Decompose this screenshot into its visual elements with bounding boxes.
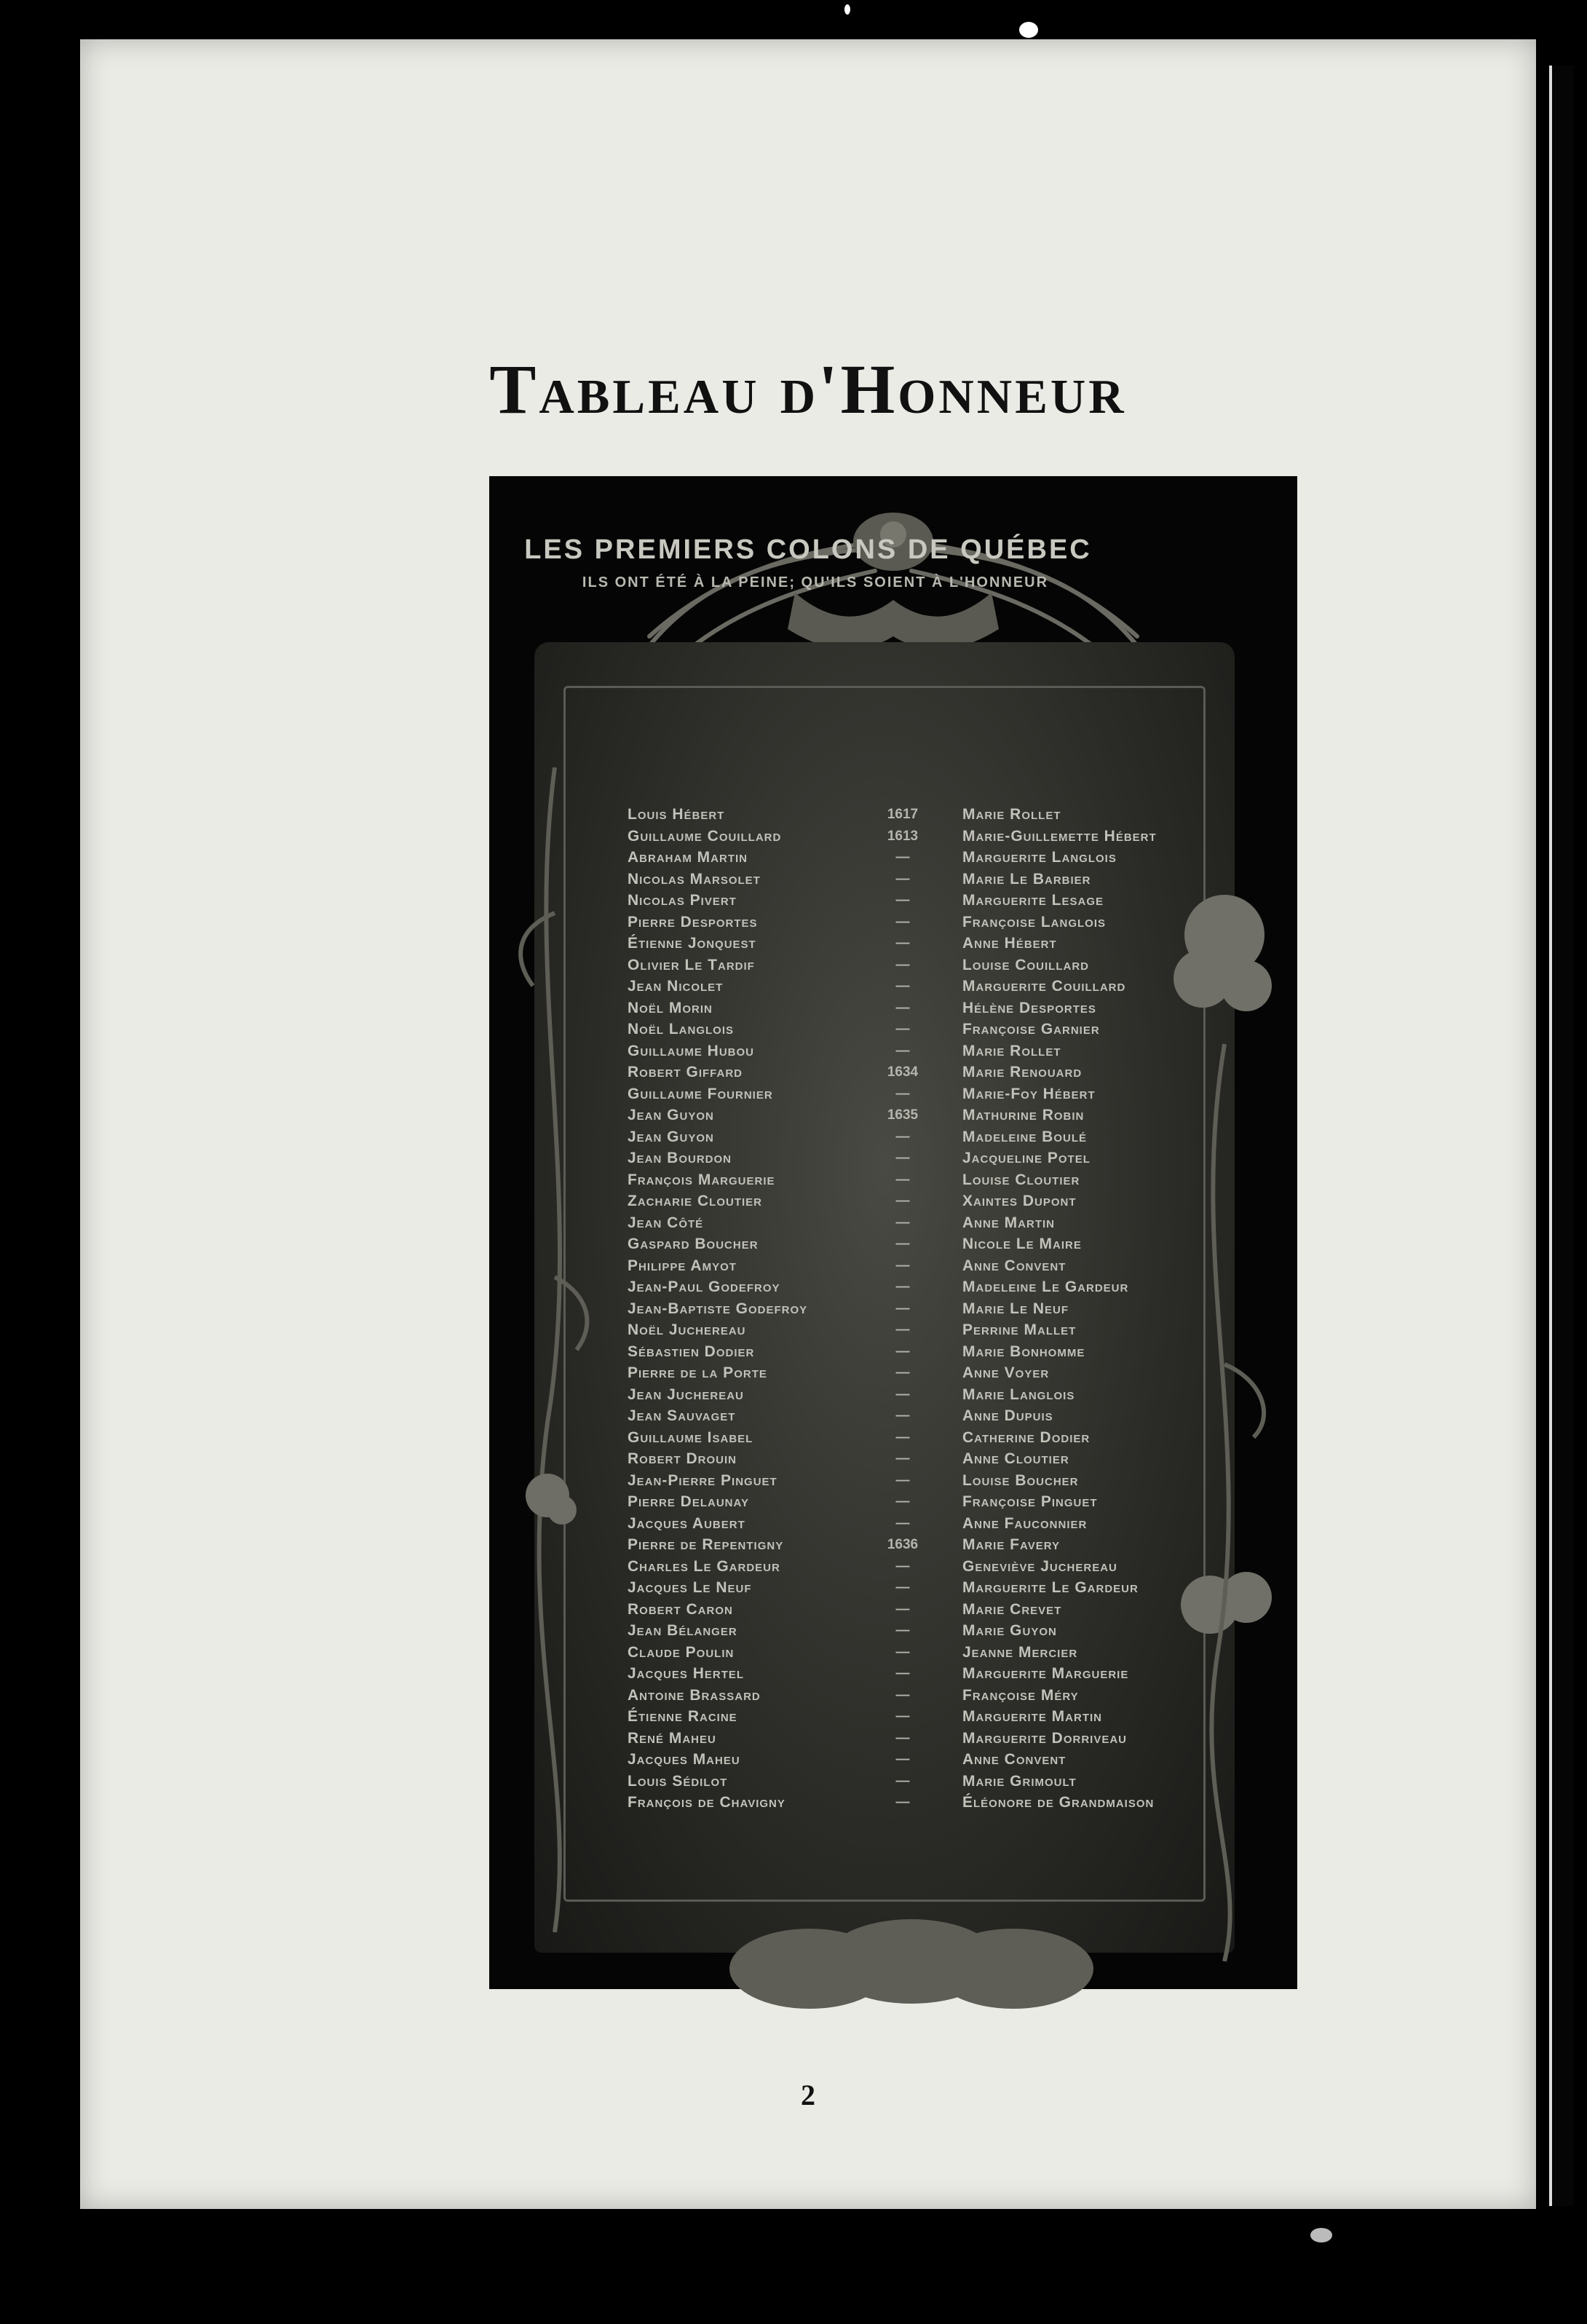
arrival-year: — [895,1386,910,1402]
settler-name: Olivier Le Tardif [628,956,755,973]
settler-name: Louise Boucher [962,1471,1079,1489]
settler-name: Madeleine Boulé [962,1128,1088,1145]
arrival-year: — [895,1494,910,1509]
settler-name: Jeanne Mercier [962,1643,1078,1661]
settler-name: Noël Morin [628,999,713,1016]
arrival-year: — [895,1408,910,1423]
arrival-year: — [895,1601,910,1617]
settler-name: Françoise Méry [962,1686,1079,1704]
settler-name: Catherine Dodier [962,1428,1091,1446]
arrival-year: — [895,1086,910,1102]
arrival-year: — [895,979,910,994]
film-speck [1310,2228,1332,2242]
settler-name: Guillaume Isabel [628,1428,753,1446]
settler-name: Marguerite Martin [962,1708,1102,1725]
arrival-year: — [895,1623,910,1638]
settler-name: Sébastien Dodier [628,1343,755,1360]
settler-name: Marie Le Barbier [962,870,1091,888]
settler-name: Pierre de Repentigny [628,1536,784,1553]
settler-name: Abraham Martin [628,849,748,866]
left-floral-ornament [504,767,606,1932]
arrival-year: — [895,1752,910,1767]
settler-name: Antoine Brassard [628,1686,761,1704]
settler-name: Françoise Garnier [962,1021,1100,1038]
settler-name: Nicolas Marsolet [628,870,761,888]
arrival-year: — [895,1687,910,1703]
settler-name: Marie Langlois [962,1386,1075,1403]
film-speck [844,4,850,15]
settler-name: Jean Juchereau [628,1386,744,1403]
settler-name: Jean-Pierre Pinguet [628,1471,777,1489]
settler-name: Marguerite Le Gardeur [962,1579,1139,1596]
arrival-year: 1613 [887,828,919,844]
settler-name: Robert Caron [628,1600,733,1618]
settler-name: Robert Giffard [628,1064,743,1080]
arrival-year: — [895,1021,910,1037]
arrival-year: — [895,1773,910,1789]
arrival-year: 1634 [887,1064,919,1080]
settler-name: Xaintes Dupont [962,1193,1077,1209]
arrival-year: — [895,1236,910,1252]
settler-name: Claude Poulin [628,1643,735,1661]
arrival-year: — [895,936,910,951]
arrival-year: 1636 [887,1537,919,1552]
arrival-year: 1635 [887,1107,919,1123]
arrival-year: — [895,1343,910,1359]
arrival-year: — [895,1193,910,1209]
settler-name: Guillaume Hubou [628,1042,754,1059]
settler-name: Marguerite Dorriveau [962,1729,1128,1747]
settler-name: Jean Bourdon [628,1150,732,1166]
arrival-year: — [895,1129,910,1145]
settler-name: Étienne Jonquest [628,935,756,952]
settler-name: Charles Le Gardeur [628,1557,780,1575]
settler-name: Françoise Langlois [962,913,1106,930]
settler-name: Madeleine Le Gardeur [962,1278,1129,1295]
settler-name: Marguerite Langlois [962,849,1117,866]
settler-name: René Maheu [628,1729,716,1747]
arrival-year: — [895,1558,910,1574]
settler-name: Jean Côté [628,1214,704,1231]
page-number: 2 [801,2079,815,2111]
settler-name: Marguerite Lesage [962,892,1104,909]
arrival-year: — [895,1515,910,1531]
arrival-year: — [895,1429,910,1445]
settler-name: Marguerite Marguerie [962,1665,1129,1682]
settler-name: Jean-Paul Godefroy [628,1278,780,1295]
settler-name: Marie Rollet [962,806,1061,823]
settler-name: Marie-Guillemette Hébert [962,827,1157,845]
settler-name: Anne Convent [962,1257,1066,1274]
settler-name: Éléonore de Grandmaison [962,1794,1155,1811]
film-speck [1019,22,1038,38]
settler-name: Louise Cloutier [962,1171,1080,1188]
settler-name: Philippe Amyot [628,1257,737,1274]
arrival-years-list [874,804,932,1814]
arrival-year: — [895,1322,910,1337]
settler-name: Jean Guyon [628,1107,714,1123]
arrival-year: — [895,871,910,887]
bottom-wreath-ornament [708,1918,1115,2027]
arrival-year: — [895,957,910,973]
settler-name: Jacques Maheu [628,1751,740,1768]
settler-list-men [628,804,1021,1814]
arrival-year: 1617 [887,807,919,822]
page [80,39,1536,2209]
settler-name: Nicolas Pivert [628,892,737,909]
arrival-year: — [895,850,910,865]
settler-name: Jean-Baptiste Godefroy [628,1300,808,1317]
arrival-year: — [895,1043,910,1059]
settler-name: Nicole Le Maire [962,1236,1082,1252]
settler-name: Mathurine Robin [962,1107,1085,1123]
arrival-year: — [895,1279,910,1295]
settler-name: Noël Juchereau [628,1321,746,1338]
settler-name: Noël Langlois [628,1021,734,1038]
settler-name: Anne Hébert [962,935,1057,952]
settler-name: Jacqueline Potel [962,1150,1091,1166]
settler-name: Marie Bonhomme [962,1343,1085,1360]
arrival-year: — [895,1171,910,1187]
arrival-year: — [895,1580,910,1595]
settler-name: François Marguerie [628,1171,775,1188]
arrival-year: — [895,1451,910,1466]
plaque-heading: LES PREMIERS COLONS DE QUÉBEC [524,534,1092,565]
settler-name: Marie Grimoult [962,1772,1077,1790]
settler-name: Anne Convent [962,1751,1066,1768]
arrival-year: — [895,1365,910,1380]
settler-name: Robert Drouin [628,1450,737,1467]
arrival-year: — [895,1214,910,1230]
settler-name: Anne Martin [962,1214,1055,1231]
arrival-year: — [895,1300,910,1316]
settler-name: Jean Sauvaget [628,1407,736,1424]
settler-name: Marie Guyon [962,1622,1057,1639]
arrival-year: — [895,1472,910,1488]
settler-name: Anne Cloutier [962,1450,1069,1467]
settler-name: Anne Fauconnier [962,1514,1088,1532]
settler-name: Marie Favery [962,1536,1061,1553]
settler-name: Étienne Racine [628,1708,737,1725]
arrival-year: — [895,893,910,908]
settler-name: Jacques Aubert [628,1514,745,1532]
settler-name: Anne Dupuis [962,1407,1053,1424]
arrival-year: — [895,1795,910,1810]
settler-name: Pierre Desportes [628,913,758,930]
settler-name: Marie Renouard [962,1064,1083,1080]
settler-list-women [962,804,1356,1814]
settler-name: Pierre Delaunay [628,1493,749,1510]
plaque-subheading: ILS ONT ÉTÉ À LA PEINE; QU'ILS SOIENT À L'HONNEUR [582,574,1049,590]
settler-name: Marie-Foy Hébert [962,1085,1096,1102]
settler-name: Perrine Mallet [962,1321,1077,1338]
settler-name: Gaspard Boucher [628,1236,759,1252]
settler-name: Jean Guyon [628,1128,714,1145]
arrival-year: — [895,1644,910,1660]
settler-name: François de Chavigny [628,1794,785,1811]
settler-name: Geneviève Juchereau [962,1557,1117,1575]
settler-name: Pierre de la Porte [628,1364,767,1381]
settler-name: Marguerite Couillard [962,978,1126,995]
settler-name: Jacques Le Neuf [628,1579,752,1596]
settler-name: Marie Le Neuf [962,1300,1069,1317]
settler-name: Louis Hébert [628,806,725,823]
adjacent-page-edge [1549,66,1574,2206]
settler-name: Anne Voyer [962,1364,1050,1381]
settler-name: Jacques Hertel [628,1665,745,1682]
arrival-year: — [895,1000,910,1016]
arrival-year: — [895,1150,910,1166]
settler-name: Jean Bélanger [628,1622,737,1639]
arrival-year: — [895,1730,910,1746]
arrival-year: — [895,1666,910,1681]
settler-name: Louise Couillard [962,956,1089,973]
settler-name: Louis Sédilot [628,1772,728,1790]
settler-name: Guillaume Fournier [628,1085,773,1102]
settler-name: Zacharie Cloutier [628,1193,762,1209]
settler-name: Marie Crevet [962,1600,1062,1618]
arrival-year: — [895,1709,910,1724]
arrival-year: — [895,914,910,930]
settler-name: Françoise Pinguet [962,1493,1098,1510]
settler-name: Hélène Desportes [962,999,1096,1016]
settler-name: Marie Rollet [962,1042,1061,1059]
settler-name: Guillaume Couillard [628,827,782,845]
settler-name: Jean Nicolet [628,978,724,995]
arrival-year: — [895,1257,910,1273]
page-title: Tableau d'Honneur [489,350,1127,428]
